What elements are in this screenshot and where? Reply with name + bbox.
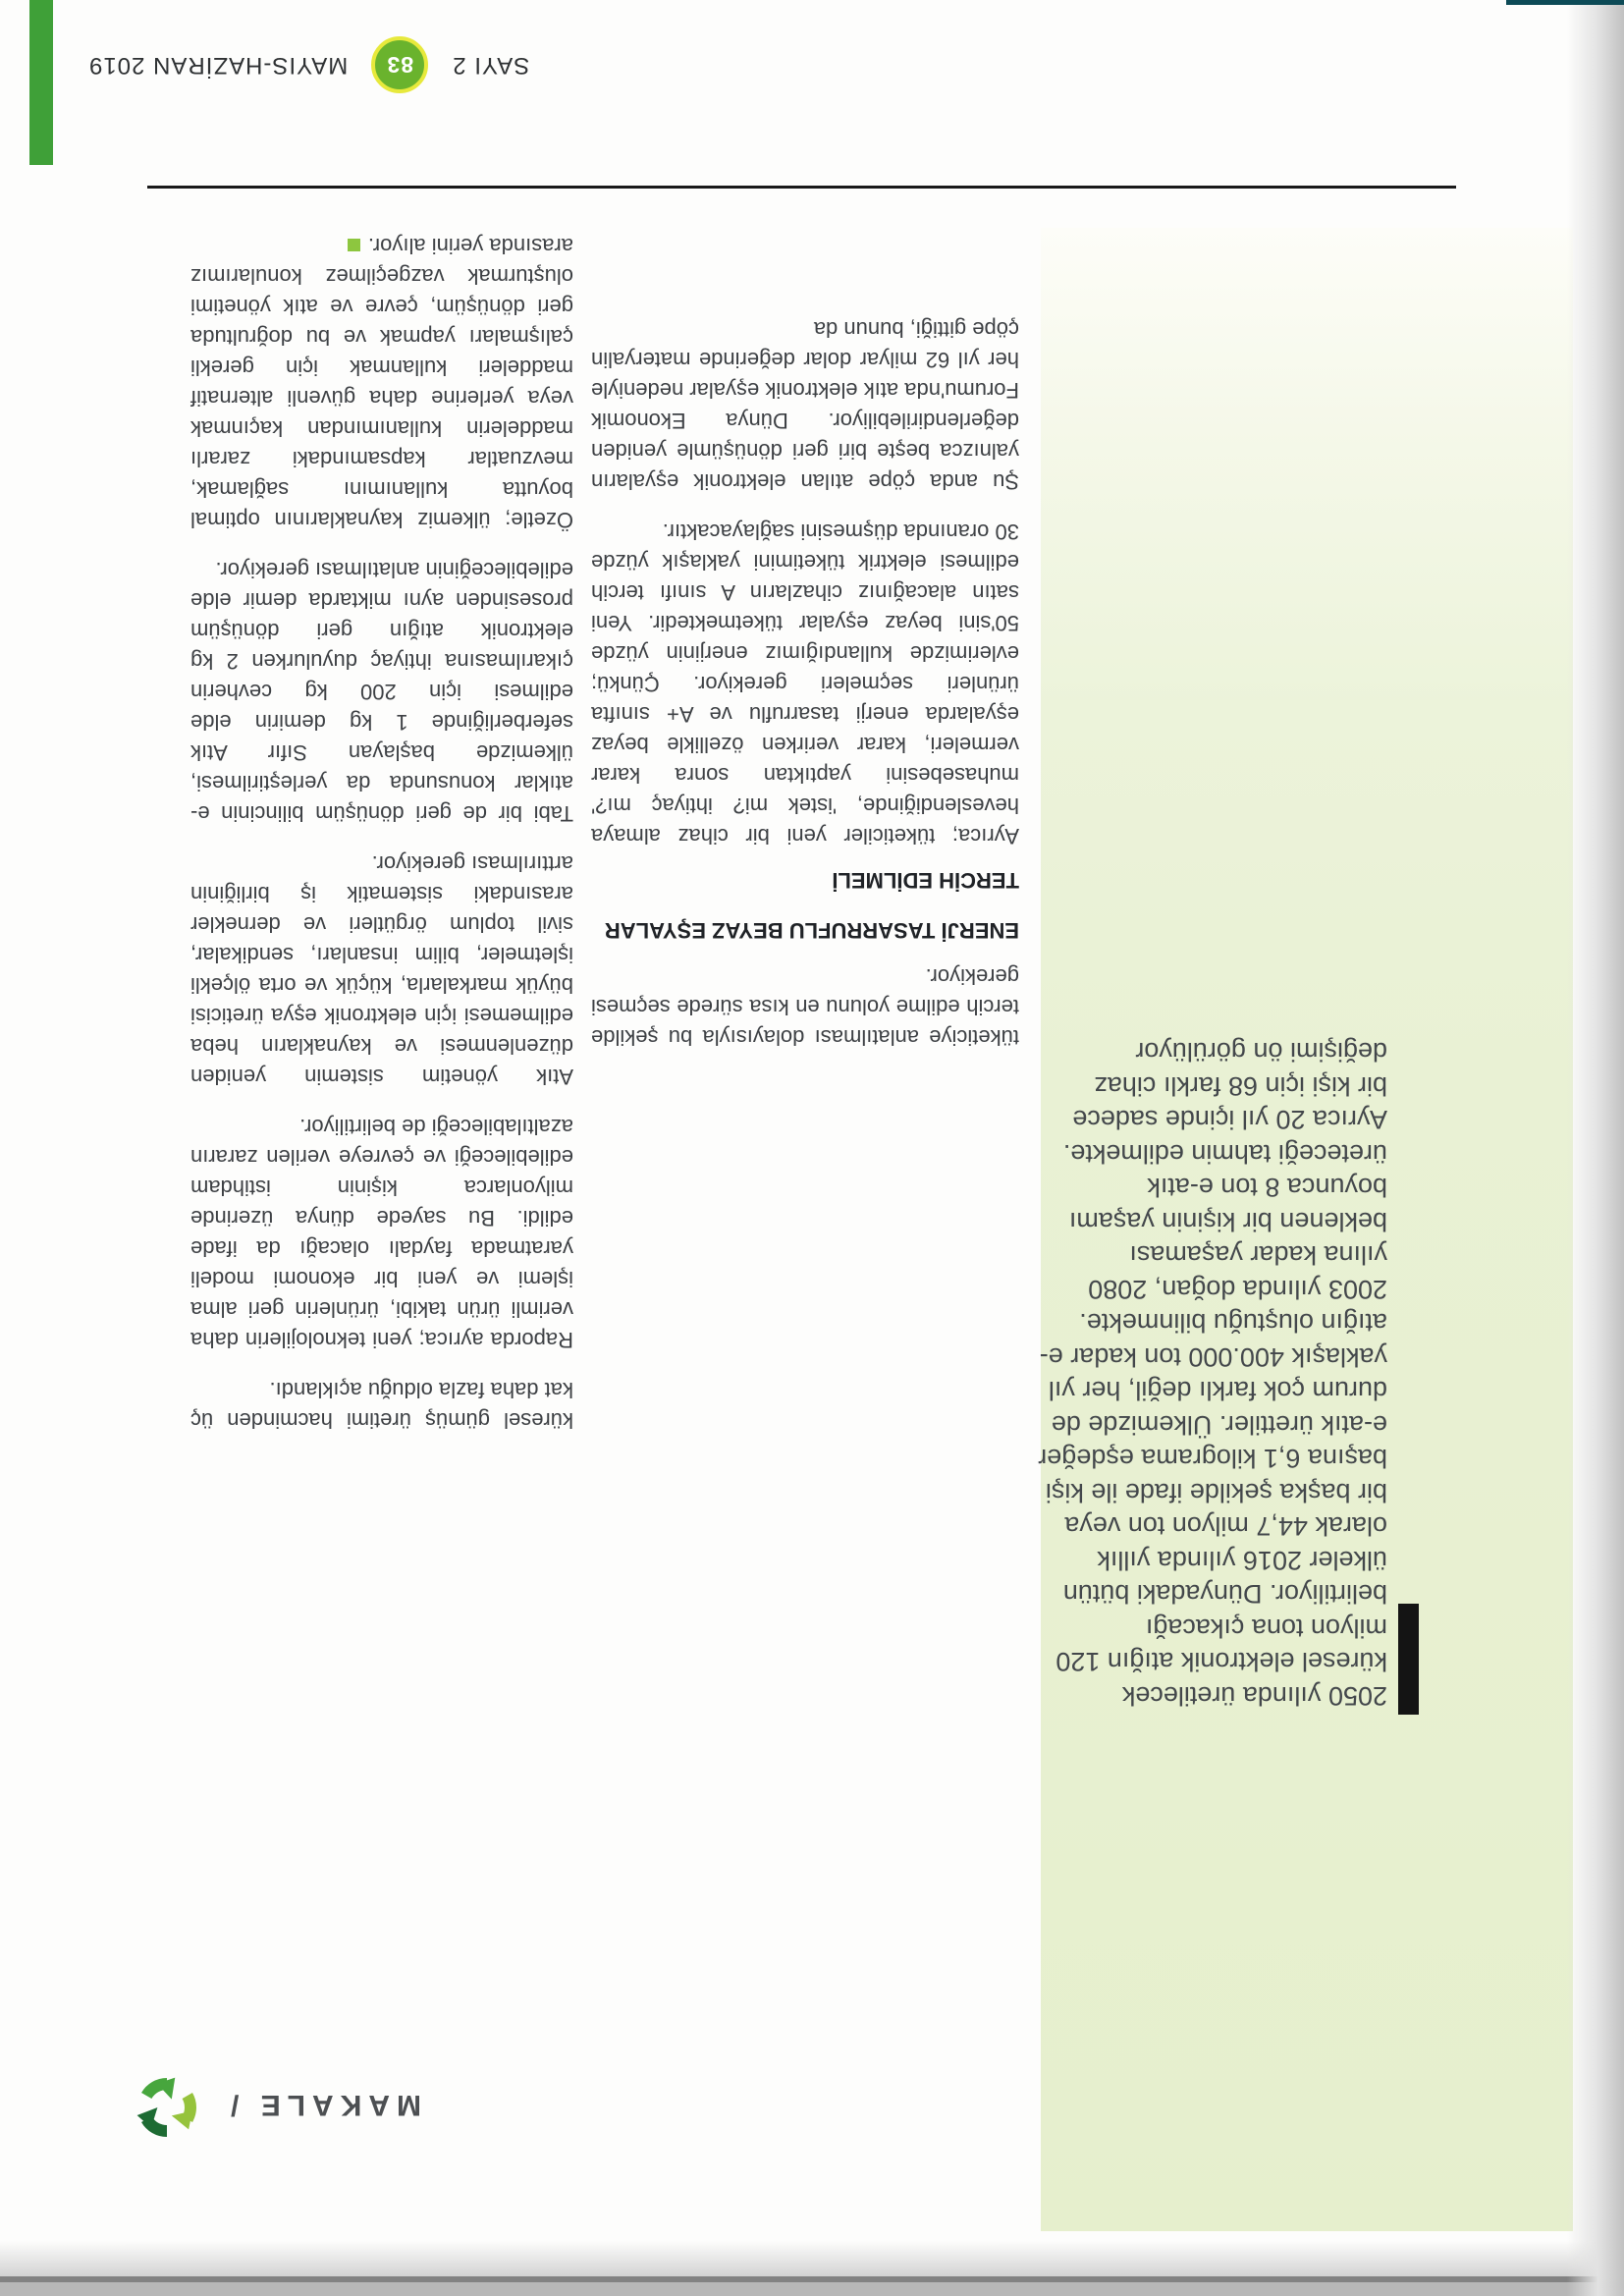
recycle-icon	[128, 2063, 206, 2147]
scan-shadow-top	[0, 2282, 1624, 2296]
article-column-right	[190, 211, 573, 1436]
page-number-badge: 83	[371, 36, 428, 93]
page-header	[128, 2063, 421, 2147]
end-of-article-marker	[348, 239, 360, 251]
scan-shadow-top-fade	[0, 2241, 1624, 2276]
body-paragraph: küresel gümüş üretimi hacminden üç kat daha fazla olduğu açıklandı.	[190, 1378, 573, 1433]
section-heading-line1: ENERJİ TASARRUFLU BEYAZ EŞYALAR	[604, 918, 1019, 943]
page-edge-green-bar	[29, 0, 53, 165]
body-paragraph: Atık yönetim sistemin yeniden düzenlenmesi ve kaynakların heba edilmemesi için elektronik eşya üreticisi büyük markalarla, küçük ve orta ölçekli işletmeler, bilim insanları, sendikalar, sivil toplum örgütleri ve dernekler arasındaki sistematik iş birliğinin arttırılması gerekiyor.	[190, 851, 573, 1089]
page-footer	[88, 36, 529, 93]
scan-edge-teal-strip	[1506, 0, 1624, 5]
pull-quote: 2050 yılında üretilecek küresel elektronik atığın 120 milyon tona çıkacağı belirtiliyor. Dünyadaki bütün ülkeler 2016 yılında yıllık olarak 44,7 milyon ton veya bir başka şekilde ifade ile kişi başına 6,1 kilograma eşdeğer e-atık ürettiler. Ülkemizde de durum çok farklı değil, her yıl yaklaşık 400.000 ton kadar e-atığın oluştuğu bilinmekte. 2003 yılında doğan, 2080 yılına kadar yaşaması beklenen bir kişinin yaşamı boyunca 8 ton e-atık üreteceği tahmin edilmekte. Ayrıca 20 yıl içinde sadece bir kişi için 68 farklı cihaz değişimi ön görülüyor	[1038, 1037, 1387, 1711]
body-paragraph-last	[190, 231, 573, 535]
scan-shadow-top-line	[0, 2276, 1624, 2282]
scan-shadow-left	[1567, 0, 1624, 2296]
body-paragraph: Tabi bir de geri dönüşüm bilincinin e-atıklar konusunda da yerleştirilmesi, ülkemizde başlayan Sıfır Atık seferberliğinde 1 kg demirin elde edilmesi için 200 kg cevherin çıkarılmasına ihtiyaç duyulurken 2 kg elektronik atığın geri dönüşüm prosesinden aynı miktarda demir elde edilebileceğinin anlatılması gerekiyor.	[190, 558, 573, 826]
body-paragraph: Ayrıca; tüketiciler yeni bir cihaz almaya heveslendiğinde, 'istek mi? ihtiyaç mı?' muhasebesini yaptıktan sonra karar vermeleri, karar verirken özellikle beyaz eşyalarda enerji tasarruflu ve A+ sınıfta ürünleri seçmeleri gerekiyor. Çünkü; evlerimizde kullandığımız enerjinin yüzde 50'sini beyaz eşyalar tüketmektedir. Yeni satın alacağınız cihazların A sınıfı tercih edilmesi elektrik tüketimini yaklaşık yüzde 30 oranında düşmesini sağlayacaktır.	[591, 519, 1019, 848]
body-paragraph: Şu anda çöpe atılan elektronik eşyaların yalnızca beşte biri geri dönüşümle yeniden değerlendirilebiliyor. Dünya Ekonomik Forumu'nda atık elektronik eşyalar nedeniyle her yıl 62 milyar dolar değerinde materyalin çöpe gittiği, bunun da	[591, 317, 1019, 494]
article-column-middle	[591, 295, 1019, 1053]
body-paragraph: Raporda ayrıca; yeni teknolojilerin daha verimli ürün takibi, ürünlerin geri alma işlemi ve yeni bir ekonomi modeli yaratmada faydalı olacağı da ifade edildi. Bu sayede dünya üzerinde milyonlarca kişinin istihdam edilebileceği ve çevreye verilen zararın azaltılabileceği de belirtiliyor.	[190, 1115, 573, 1352]
body-paragraph-text: Özetle; ülkemiz kaynaklarının optimal boyutta kullanımını sağlamak, mevzuatlar kapsamındaki zararlı maddelerin kullanımından kaçınmak veya yerlerine daha güvenli alternatif maddeleri kullanmak için gerekli çalışmaları yapmak ve bu doğrultuda geri dönüşüm, çevre ve atık yönetimi oluşturmak vazgeçilmez konularımız arasında yerini alıyor.	[190, 234, 573, 532]
quote-accent-bar	[1398, 1604, 1419, 1715]
date-label: MAYIS-HAZİRAN 2019	[88, 52, 349, 79]
section-heading-line2: TERCİH EDİLMELİ	[832, 868, 1019, 893]
section-label: MAKALE /	[224, 2089, 421, 2122]
body-paragraph-continuation: tüketiciye anlatılması dolayısıyla bu şekilde tercih edilme yolunu en kısa sürede seçmesi gerekiyor.	[591, 964, 1019, 1050]
issue-label: SAYI 2	[452, 52, 530, 79]
footer-rule	[147, 186, 1456, 189]
